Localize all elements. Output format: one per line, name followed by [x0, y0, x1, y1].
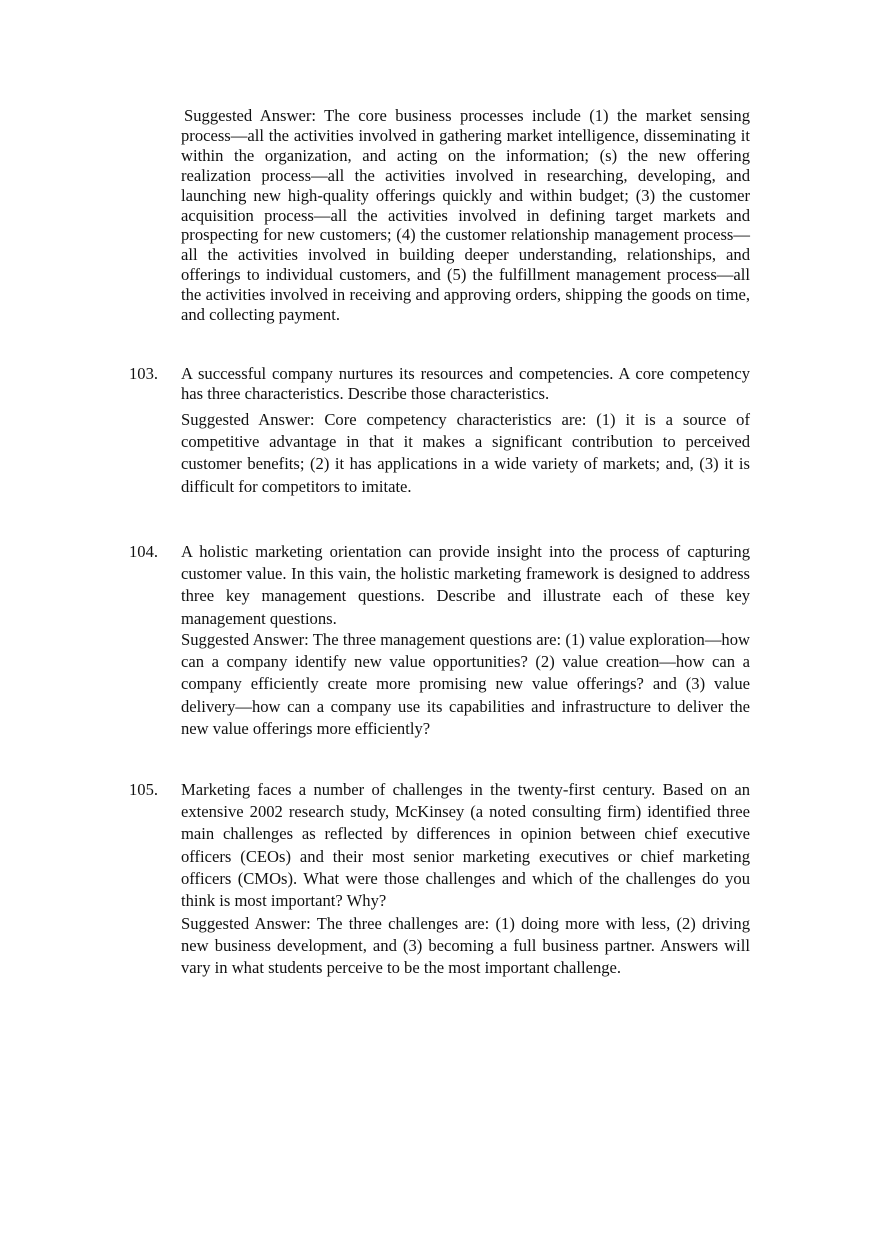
question-number: 104.	[129, 542, 159, 561]
intro-suggested-answer: Suggested Answer: The core business processes include (1) the market sensing process—all the activities involved in gathering market intelligence, disseminating it within the organization, and acting on the information; (s) the new offering realization process—all the activities involved in researching, developing, and launching new high-quality offerings quickly and within budget; (3) the customer acquisition process—all the activities involved in defining target markets and prospecting for new customers; (4) the customer relationship management process—all the activities involved in building deeper understanding, relationships, and offerings to individual customers, and (5) the fulfillment management process—all the activities involved in receiving and approving orders, shipping the goods on time, and collecting payment.	[181, 106, 750, 325]
question-text: A holistic marketing orientation can provide insight into the process of capturing customer value. In this vain, the holistic marketing framework is designed to address three key management questions. Describe and illustrate each of these key management questions.	[181, 542, 750, 628]
question-number: 103.	[129, 364, 159, 383]
suggested-answer: Suggested Answer: The three management questions are: (1) value exploration—how can a company identify new value opportunities? (2) value creation—how can a company efficiently create more promising new value offerings? and (3) value delivery—how can a company use its capabilities and infrastructure to deliver the new value offerings more efficiently?	[181, 630, 750, 738]
question-number: 105.	[129, 780, 159, 799]
question-text: Marketing faces a number of challenges in the twenty-first century. Based on an extensive 2002 research study, McKinsey (a noted consulting firm) identified three main challenges as reflected by differences in opinion between chief executive officers (CEOs) and their most senior marketing executives or chief marketing officers (CMOs). What were those challenges and which of the challenges do you think is most important? Why?	[181, 780, 750, 911]
suggested-answer: Suggested Answer: The three challenges are: (1) doing more with less, (2) driving new business development, and (3) becoming a full business partner. Answers will vary in what students perceive to be the most important challenge.	[181, 914, 750, 978]
question-text: A successful company nurtures its resources and competencies. A core competency has three characteristics. Describe those characteristics.	[181, 364, 750, 403]
suggested-answer: Suggested Answer: Core competency characteristics are: (1) it is a source of competitive advantage in that it makes a significant contribution to perceived customer benefits; (2) it has applications in a wide variety of markets; and, (3) it is difficult for competitors to imitate.	[181, 410, 750, 496]
